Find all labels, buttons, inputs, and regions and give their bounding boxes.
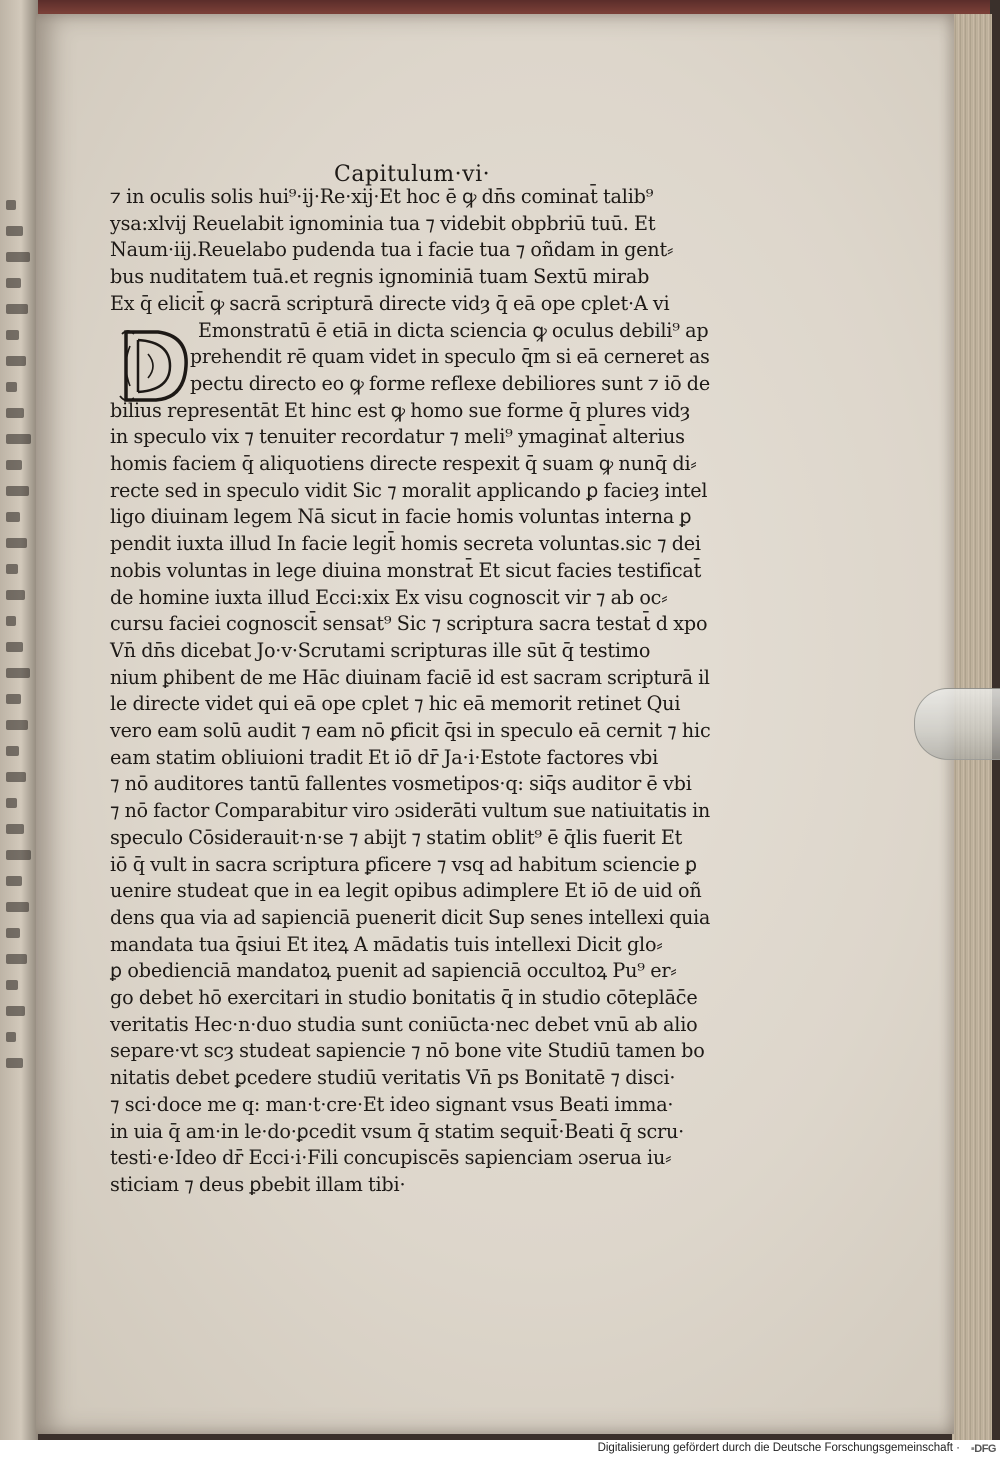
text-line: pendit iuxta illud In facie legit̄ homis secreta voluntas.sic ⁊ dei <box>110 532 701 556</box>
text-line: separe·vt scȝ studeat sapiencie ⁊ nō bone vite Studiū tamen bo <box>110 1039 705 1063</box>
text-line: go debet hō exercitari in studio bonitatis q̄ in studio cōteplāc̄e <box>110 986 698 1009</box>
text-line: in uia q̄ am·in le·do·ꝑcedit vsum q̄ statim sequit̄·Beati q̄ scru· <box>110 1119 685 1143</box>
footer-credit: Digitalisierung gefördert durch die Deutsche Forschungsgemeinschaft · <box>597 1442 960 1454</box>
text-line: Vn̄ dn̄s dicebat Jo·v·Scrutami scripturas ille sūt q̄ testimo <box>110 638 651 662</box>
facing-page-text-fragment <box>6 642 23 652</box>
facing-page-text-fragment <box>6 434 31 444</box>
facing-page-text-fragment <box>6 954 27 964</box>
text-line: bus nuditatem tuā.et regnis ignominiā tuam Sextū mirab <box>110 265 650 289</box>
facing-page-text-fragment <box>6 278 21 288</box>
text-line: le directe videt qui eā ope cplet ⁊ hic eā memorit retinet Qui <box>110 692 681 716</box>
facing-page-text-fragment <box>6 616 16 626</box>
text-line: uenire studeat que in ea legit opibus adimplere Et iō de uid oñ <box>110 879 702 903</box>
facing-page-text-fragment <box>6 824 24 834</box>
text-line: bilius representāt Et hinc est ꝙ homo sue forme q̄ plures vidȝ <box>110 398 690 422</box>
facing-page-text-fragment <box>6 590 25 600</box>
digitization-footer <box>0 1440 1000 1460</box>
facing-page-text-fragment <box>6 538 27 548</box>
text-line: testi·e·Ideo dr̄ Ecci·i·Fili concupiscēs sapienciam ɔserua iu⸗ <box>110 1146 672 1170</box>
facing-page-text-fragment <box>6 1006 25 1016</box>
facing-page-text-fragment <box>6 694 21 704</box>
page-clip-holder <box>914 688 1000 760</box>
facing-page-text-fragment <box>6 304 28 314</box>
text-line: recte sed in speculo vidit Sic ⁊ moralit applicando ꝑ facieȝ intel <box>110 478 708 502</box>
chapter-heading: Capitulum·vi· <box>334 162 491 187</box>
facing-page-text-fragment <box>6 902 29 912</box>
text-line: ⁊ in oculis solis hui⁹·ij·Re·xij·Et hoc ē ꝙ dn̄s cominat̄ talib⁹ <box>110 185 654 208</box>
facing-page-text-fragment <box>6 330 19 340</box>
facing-page-text-fragment <box>6 720 28 730</box>
dfg-logo: ▪DFG <box>970 1443 996 1455</box>
text-line: prehendit rē quam videt in speculo q̄m si eā cerneret as <box>190 345 710 369</box>
text-line: sticiam ⁊ deus ꝑbebit illam tibi· <box>110 1172 406 1196</box>
facing-page-edge <box>0 0 38 1440</box>
facing-page-text-fragment <box>6 382 17 392</box>
text-line: nium ꝑhibent de me Hāc diuinam faciē id est sacram scripturā il <box>110 665 710 689</box>
facing-page-text-fragment <box>6 460 22 470</box>
facing-page-text-fragment <box>6 200 16 210</box>
text-line: Ex q̄ elicit̄ ꝙ sacrā scripturā directe vidȝ q̄ eā ope cplet·A vi <box>110 291 670 315</box>
text-line: nobis voluntas in lege diuina monstrat̄ Et sicut facies testificat̄ <box>110 558 702 582</box>
dfg-logo-text: DFG <box>974 1443 996 1455</box>
text-line: in speculo vix ⁊ tenuiter recordatur ⁊ meli⁹ ymaginat̄ alterius <box>110 425 685 449</box>
text-line: iō q̄ vult in sacra scriptura ꝑficere ⁊ vsq ad habitum sciencie ꝑ <box>110 852 698 876</box>
text-line: de homine iuxta illud Ecci:xix Ex visu cognoscit vir ⁊ ab oc⸗ <box>110 585 668 609</box>
text-line: mandata tua q̄siui Et iteꝝ A mādatis tuis intellexi Dicit glo⸗ <box>110 932 663 956</box>
text-line: vero eam solū audit ⁊ eam nō ꝑficit q̄si in speculo eā cernit ⁊ hic <box>110 719 711 742</box>
facing-page-text-fragment <box>6 512 20 522</box>
facing-page-text-fragment <box>6 486 29 496</box>
facing-page-text-fragment <box>6 928 20 938</box>
facing-page-text-fragment <box>6 772 26 782</box>
facing-page-text-fragment <box>6 408 24 418</box>
facing-page-text-fragment <box>6 850 31 860</box>
text-line: ꝑ obedienciā mandatoꝝ puenit ad sapienciā occultoꝝ Pu⁹ er⸗ <box>110 959 677 983</box>
text-line: Emonstratū ē etiā in dicta sciencia ꝙ oculus debili⁹ ap <box>198 318 709 342</box>
facing-page-text-fragment <box>6 226 23 236</box>
text-line: ligo diuinam legem Nā sicut in facie homis voluntas interna ꝑ <box>110 505 692 529</box>
text-line: ⁊ nō factor Comparabitur viro ɔsiderāti vultum sue natiuitatis in <box>110 799 711 823</box>
facing-page-text-fragment <box>6 798 17 808</box>
text-line: cursu faciei cognoscit̄ sensat⁹ Sic ⁊ scriptura sacra testat̄ d xpo <box>110 612 708 636</box>
text-line: ⁊ nō auditores tantū fallentes vosmetipos·q: siq̄s auditor ē vbi <box>110 772 692 796</box>
facing-page-text-fragment <box>6 252 30 262</box>
facing-page-text-fragment <box>6 1058 23 1068</box>
facing-page-text-fragment <box>6 668 30 678</box>
text-line: homis faciem q̄ aliquotiens directe respexit q̄ suam ꝙ nunq̄ di⸗ <box>110 452 697 475</box>
text-line: eam statim obliuioni tradit Et iō dr̄ Ja·i·Estote factores vbi <box>110 745 659 769</box>
text-line: dens qua via ad sapienciā puenerit dicit Sup senes intellexi quia <box>110 905 711 929</box>
facing-page-text-fragment <box>6 746 19 756</box>
text-line: nitatis debet ꝑcedere studiū veritatis Vn̄ ps Bonitatē ⁊ disci· <box>110 1066 676 1090</box>
facing-page-text-fragment <box>6 876 22 886</box>
text-line: speculo Cōsiderauit·n·se ⁊ abijt ⁊ statim oblit⁹ ē q̄lis fuerit Et <box>110 825 683 849</box>
text-line: veritatis Hec·n·duo studia sunt coniūcta·nec debet vnū ab alio <box>110 1012 698 1036</box>
text-line: ⁊ sci·doce me q: man·t·cre·Et ideo signant vsus Beati imma· <box>110 1092 674 1116</box>
facing-page-text-fragment <box>6 980 18 990</box>
facing-page-text-fragment <box>6 1032 16 1042</box>
decorated-initial-d-icon <box>118 326 190 404</box>
text-line: pectu directo eo ꝙ forme reflexe debiliores sunt ⁊ iō de <box>190 371 710 395</box>
facing-page-text-fragment <box>6 356 26 366</box>
text-line: ysa:xlvij Reuelabit ignominia tua ⁊ videbit obpbriū tuū. Et <box>110 211 656 235</box>
text-line: Naum·iij.Reuelabo pudenda tua i facie tua ⁊ oñdam in gent⸗ <box>110 238 674 262</box>
facing-page-text-fragment <box>6 564 18 574</box>
